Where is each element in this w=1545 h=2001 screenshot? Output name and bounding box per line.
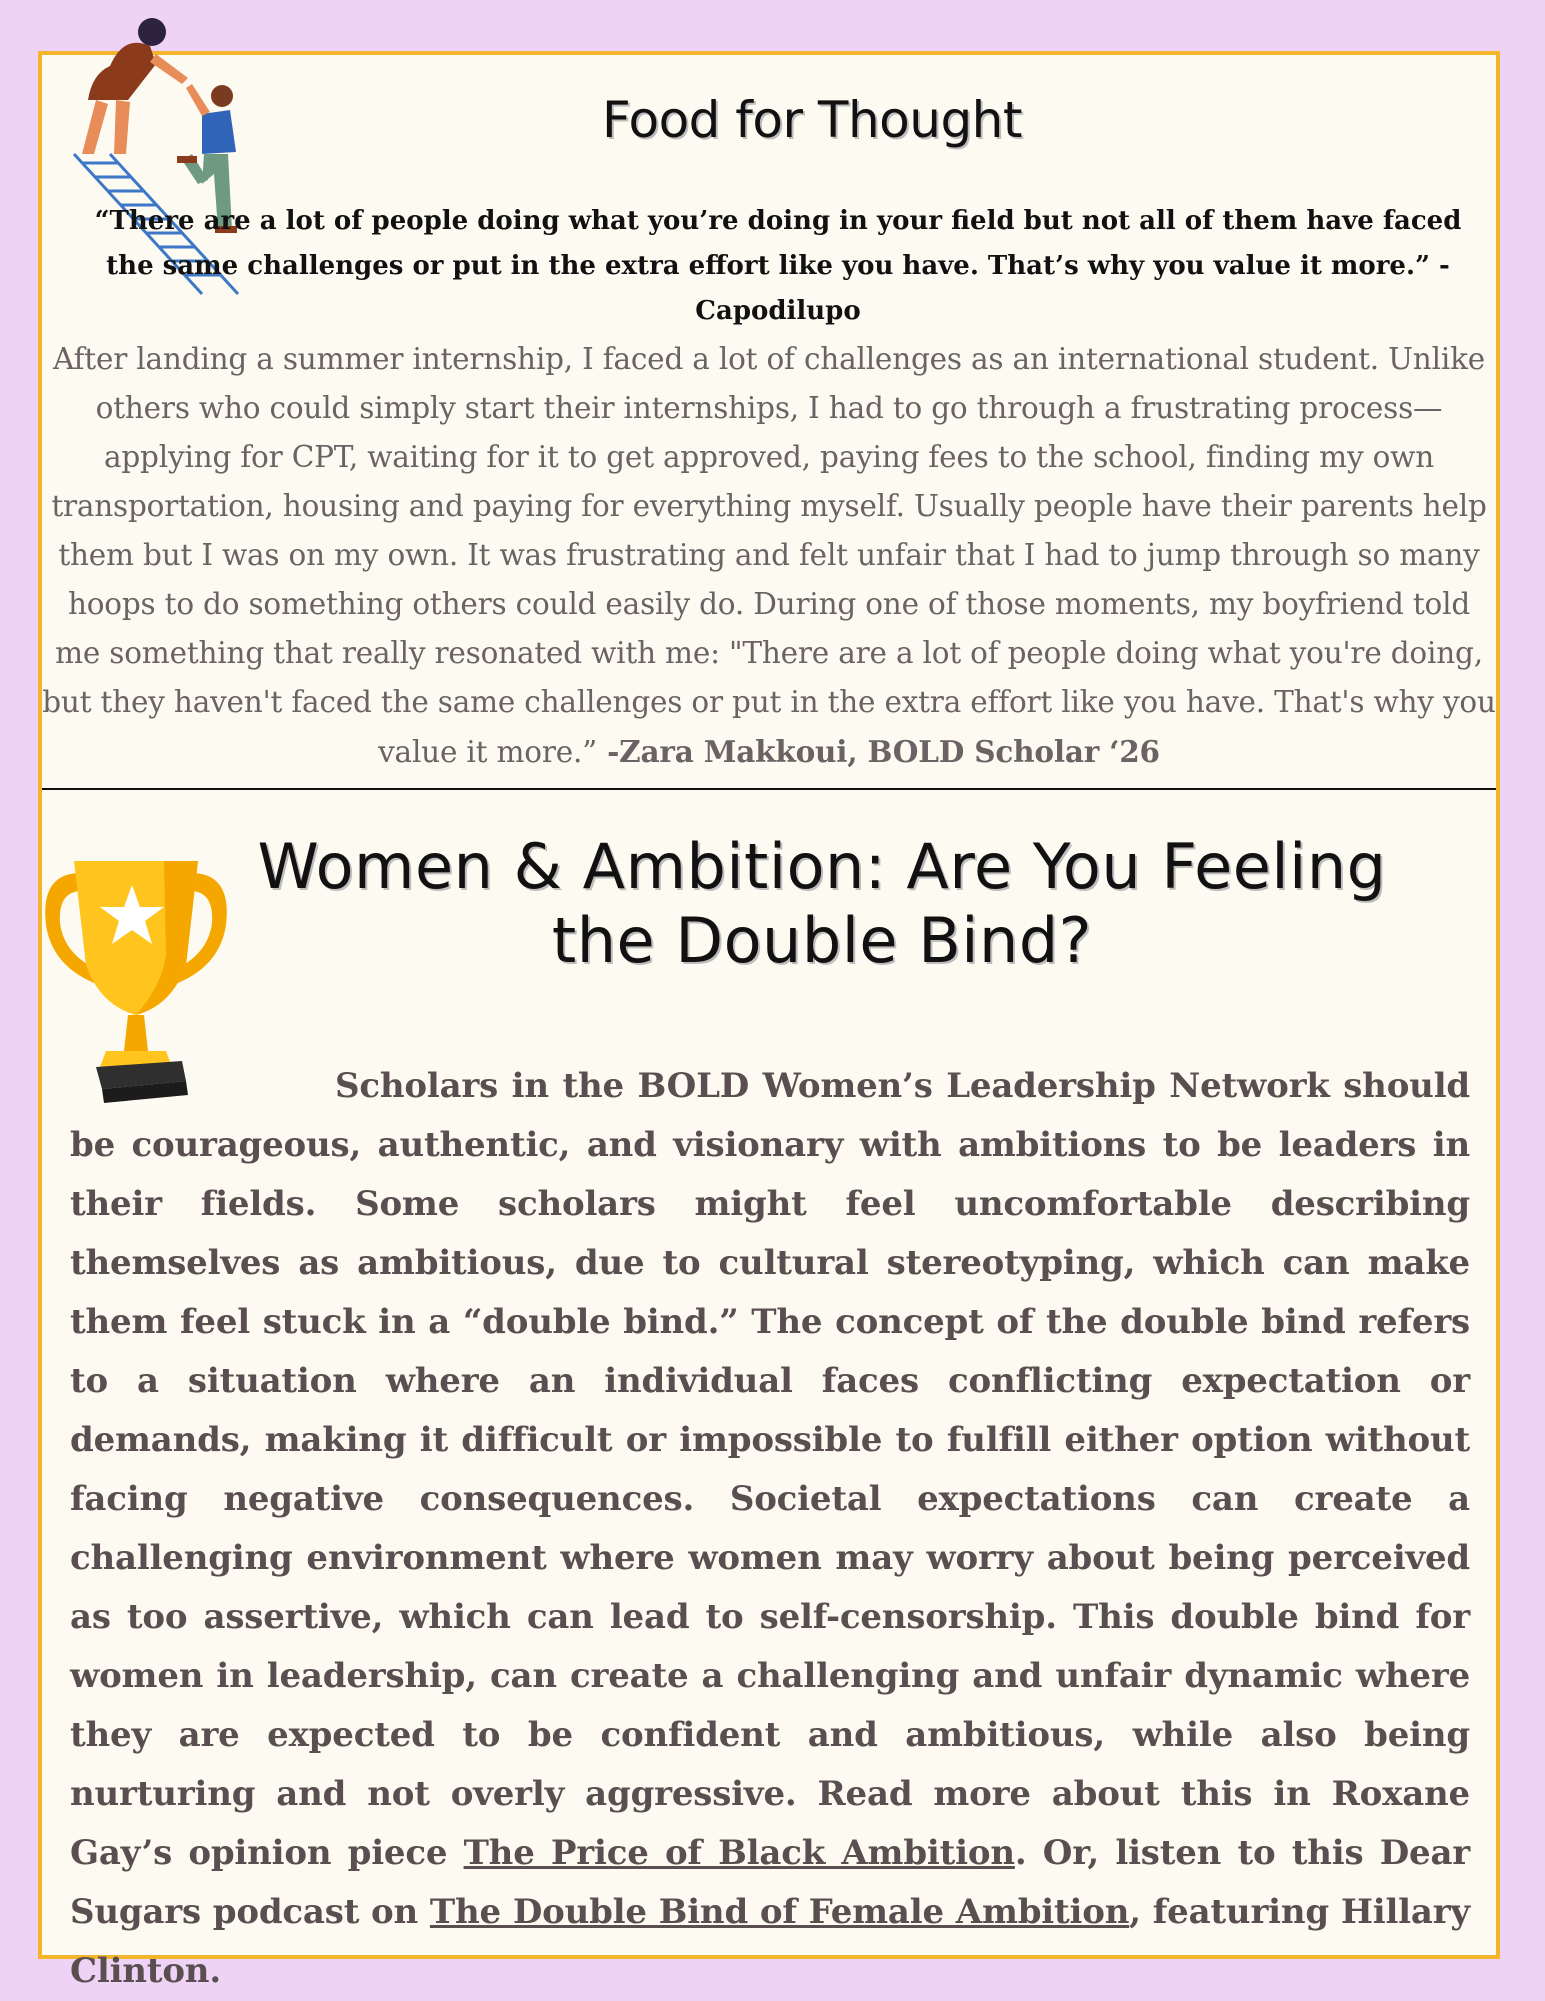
price-of-black-ambition-link[interactable]: The Price of Black Ambition [463,1833,1015,1873]
double-bind-title-line-2: the Double Bind? [551,904,1093,977]
story-text: After landing a summer internship, I faced a lot of challenges as an international student. Unlike others who could simply start their internships, I had to go through a frustrating process—applying for CPT, waiting for it to get approved, paying fees to the school, finding my own transportation, housing and paying for everything myself. Usually people have their parents help them but I was on my own. It was frustrating and felt unfair that I had to jump through so many hoops to do something others could easily do. During one of those moments, my boyfriend told me something that really resonated with me: "There are a lot of people doing what you're doing, but they haven't faced the same challenges or put in the extra effort like you have. That's why you value it more.” [42,342,1496,769]
section-divider [42,788,1496,790]
story-signature: -Zara Makkoui, BOLD Scholar ‘26 [597,734,1160,769]
double-bind-title-line-1: Women & Ambition: Are You Feeling [257,830,1387,903]
double-bind-podcast-link[interactable]: The Double Bind of Female Ambition [429,1892,1130,1932]
double-bind-body [70,1057,1470,2001]
quote-attribution: - Capodilupo [695,251,1450,326]
scholar-story [42,335,1496,777]
food-for-thought-title: Food for Thought [602,91,1022,149]
quote-text: “There are a lot of people doing what you’re doing in your field but not all of them have faced the same challenges or put in the extra effort like you have. That’s why you value it more.” [94,206,1462,281]
newsletter-panel [38,51,1500,1991]
body-text-2: . Or, listen to this Dear Sugars podcast on [70,1833,1470,1932]
capodilupo-quote [78,199,1478,334]
double-bind-title [232,830,1412,978]
body-text-3: , featuring Hillary Clinton. [70,1892,1470,1991]
helper-woman-icon [82,18,188,154]
body-text-1: Scholars in the BOLD Women’s Leadership Network should be courageous, authentic, and visionary with ambitions to be leaders in their fields. Some scholars might feel uncomfortable describing themselves as ambitious, due to cultural stereotyping, which can make them feel stuck in a “double bind.” The concept of the double bind refers to a situation where an individual faces conflicting expectation or demands, making it difficult or impossible to fulfill either option without facing negative consequences. Societal expectations can create a challenging environment where women may worry about being perceived as too assertive, which can lead to self-censorship. This double bind for women in leadership, can create a challenging and unfair dynamic where they are expected to be confident and ambitious, while also being nurturing and not overly aggressive. Read more about this in Roxane Gay’s opinion piece [70,1066,1470,1873]
